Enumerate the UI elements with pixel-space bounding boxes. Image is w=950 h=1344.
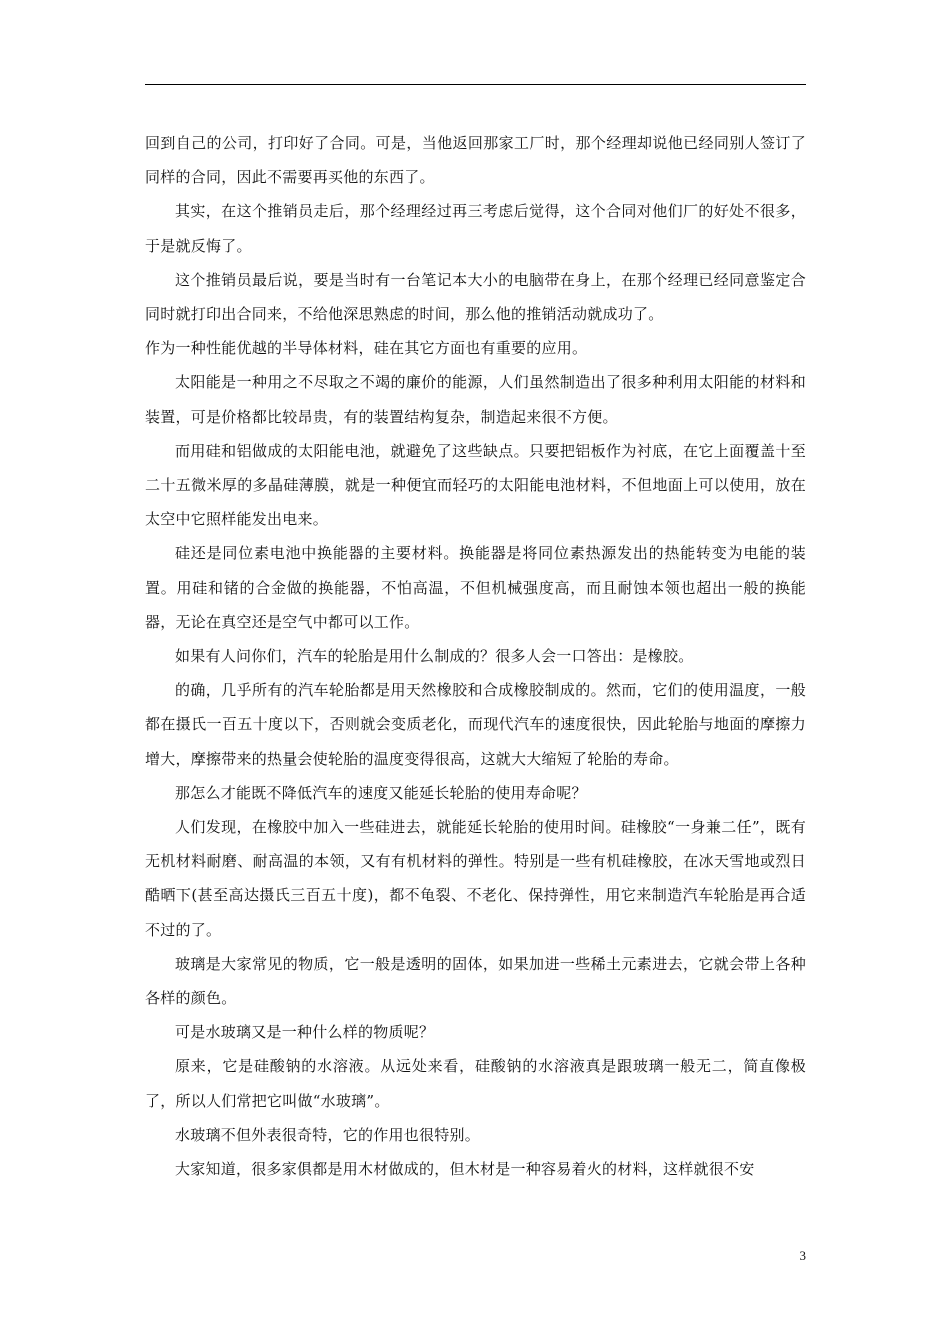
paragraph-2: 其实，在这个推销员走后，那个经理经过再三考虑后觉得，这个合同对他们厂的好处不很多，于是就反悔了。 (145, 202, 806, 255)
header-rule (145, 84, 806, 85)
page-number: 3 (799, 1248, 806, 1263)
paragraph-8: 如果有人问你们，汽车的轮胎是用什么制成的？很多人会一口答出：是橡胶。 (175, 647, 694, 666)
paragraph-10: 那怎么才能既不降低汽车的速度又能延长轮胎的使用寿命呢？ (175, 783, 587, 802)
paragraph-15: 水玻璃不但外表很奇特，它的作用也很特别。 (175, 1125, 481, 1144)
paragraph-4: 作为一种性能优越的半导体材料，硅在其它方面也有重要的应用。 (145, 339, 588, 358)
paragraph-6: 而用硅和铝做成的太阳能电池，就避免了这些缺点。只要把铝板作为衬底，在它上面覆盖十至二十五微米厚的多晶硅薄膜，就是一种便宜而轻巧的太阳能电池材料，不但地面上可以使用，放在太空中它照样能发出电来。 (145, 441, 806, 529)
paragraph-7: 硅还是同位素电池中换能器的主要材料。换能器是将同位素热源发出的热能转变为电能的装置。用硅和锗的合金做的换能器，不怕高温，不但机械强度高，而且耐蚀本领也超出一般的换能器，无论在真空还是空气中都可以工作。 (145, 544, 806, 631)
paragraph-13: 可是水玻璃又是一种什么样的物质呢？ (175, 1023, 435, 1042)
paragraph-12: 玻璃是大家常见的物质，它一般是透明的固体，如果加进一些稀土元素进去，它就会带上各种各样的颜色。 (145, 954, 806, 1008)
paragraph-3: 这个推销员最后说，要是当时有一台笔记本大小的电脑带在身上，在那个经理已经同意鉴定合同时就打印出合同来，不给他深思熟虑的时间，那么他的推销活动就成功了。 (145, 270, 806, 324)
paragraph-1: 回到自己的公司，打印好了合同。可是，当他返回那家工厂时，那个经理却说他已经同别人签订了同样的合同，因此不需要再买他的东西了。 (145, 134, 806, 187)
paragraph-14: 原来，它是硅酸钠的水溶液。从远处来看，硅酸钠的水溶液真是跟玻璃一般无二，简直像极了，所以人们常把它叫做“水玻璃”。 (145, 1057, 806, 1110)
paragraph-11: 人们发现，在橡胶中加入一些硅进去，就能延长轮胎的使用时间。硅橡胶“一身兼二任”，既有无机材料耐磨、耐高温的本领，又有有机材料的弹性。特别是一些有机硅橡胶，在冰天雪地或烈日酷晒下(甚至高达摄氏三百五十度)，都不龟裂、不老化、保持弹性，用它来制造汽车轮胎是再合适不过的了。 (145, 818, 806, 939)
paragraph-9: 的确，几乎所有的汽车轮胎都是用天然橡胶和合成橡胶制成的。然而，它们的使用温度，一般都在摄氏一百五十度以下，否则就会变质老化，而现代汽车的速度很快，因此轮胎与地面的摩擦力增大，摩擦带来的热量会使轮胎的温度变得很高，这就大大缩短了轮胎的寿命。 (145, 681, 806, 768)
paragraph-5: 太阳能是一种用之不尽取之不竭的廉价的能源，人们虽然制造出了很多种利用太阳能的材料和装置，可是价格都比较昂贵，有的装置结构复杂，制造起来很不方便。 (145, 373, 806, 426)
document-body (145, 126, 806, 1186)
paragraph-16: 大家知道，很多家俱都是用木材做成的，但木材是一种容易着火的材料，这样就很不安 (175, 1160, 755, 1179)
